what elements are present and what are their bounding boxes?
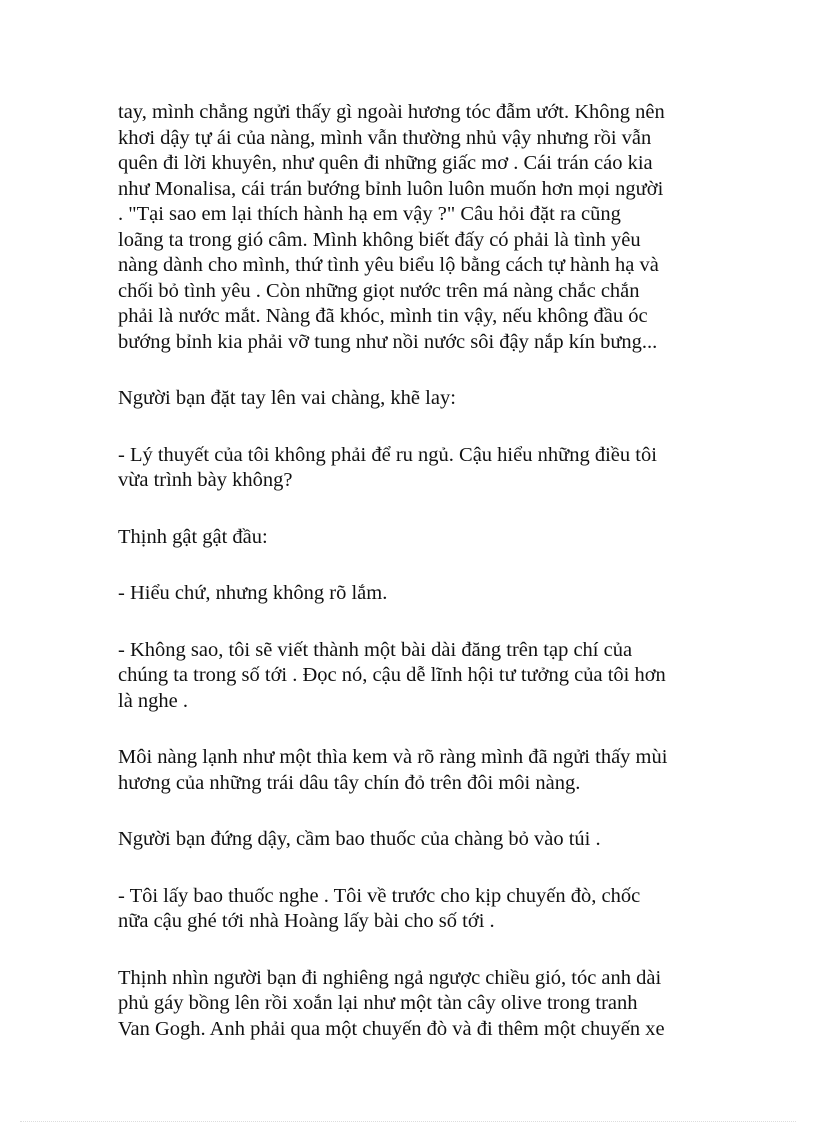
paragraph-1 [118, 100, 698, 355]
paragraph-4 [118, 525, 698, 551]
text-line: khơi dậy tự ái của nàng, mình vẫn thường nhủ vậy nhưng rồi vẫn [118, 126, 652, 149]
text-line: - Không sao, tôi sẽ viết thành một bài dài đăng trên tạp chí của [118, 638, 633, 661]
paragraph-10 [118, 966, 698, 1043]
text-line: chối bỏ tình yêu . Còn những giọt nước trên má nàng chắc chắn [118, 279, 640, 302]
text-line: phủ gáy bồng lên rồi xoắn lại như một tàn cây olive trong tranh [118, 992, 638, 1014]
text-line: loãng ta trong gió câm. Mình không biết đấy có phải là tình yêu [118, 228, 641, 251]
paragraph-2 [118, 386, 698, 412]
text-line: Thịnh gật gật đầu: [118, 525, 268, 548]
page-bottom-divider [20, 1121, 796, 1122]
text-line: - Lý thuyết của tôi không phải để ru ngủ. Cậu hiểu những điều tôi [118, 443, 657, 466]
text-line: - Tôi lấy bao thuốc nghe . Tôi về trước cho kịp chuyến đò, chốc [118, 884, 641, 907]
paragraph-6 [118, 638, 698, 715]
text-line: nữa cậu ghé tới nhà Hoàng lấy bài cho số tới . [118, 910, 495, 932]
paragraph-8 [118, 827, 698, 853]
paragraph-9 [118, 884, 698, 935]
paragraph-5 [118, 581, 698, 607]
text-line: Người bạn đứng dậy, cầm bao thuốc của chàng bỏ vào túi . [118, 828, 601, 850]
text-line: bướng bỉnh kia phải vỡ tung như nồi nước sôi đậy nắp kín bưng... [118, 330, 658, 353]
text-line: vừa trình bày không? [118, 469, 293, 491]
text-line: Van Gogh. Anh phải qua một chuyến đò và đi thêm một chuyến xe [118, 1017, 665, 1040]
text-line: Người bạn đặt tay lên vai chàng, khẽ lay: [118, 387, 456, 409]
text-line: . "Tại sao em lại thích hành hạ em vậy ?" Câu hỏi đặt ra cũng [118, 203, 621, 225]
text-line: hương của những trái dâu tây chín đỏ trên đôi môi nàng. [118, 771, 581, 794]
text-line: như Monalisa, cái trán bướng bỉnh luôn luôn muốn hơn mọi người [118, 177, 664, 200]
text-line: chúng ta trong số tới . Đọc nó, cậu dễ lĩnh hội tư tưởng của tôi hơn [118, 664, 666, 686]
text-line: Thịnh nhìn người bạn đi nghiêng ngả ngược chiều gió, tóc anh dài [118, 966, 662, 989]
text-line: Môi nàng lạnh như một thìa kem và rõ ràng mình đã ngửi thấy mùi [118, 746, 668, 768]
paragraph-3 [118, 443, 698, 494]
paragraph-7 [118, 745, 698, 796]
text-line: quên đi lời khuyên, như quên đi những giấc mơ . Cái trán cáo kia [118, 152, 653, 174]
text-line: phải là nước mắt. Nàng đã khóc, mình tin vậy, nếu không đầu óc [118, 305, 648, 327]
text-line: tay, mình chẳng ngửi thấy gì ngoài hương tóc đẫm ướt. Không nên [118, 101, 665, 123]
text-line: nàng dành cho mình, thứ tình yêu biểu lộ bằng cách tự hành hạ và [118, 254, 659, 276]
document-page [118, 100, 698, 1073]
text-line: - Hiểu chứ, nhưng không rõ lắm. [118, 582, 388, 604]
text-line: là nghe . [118, 689, 189, 712]
